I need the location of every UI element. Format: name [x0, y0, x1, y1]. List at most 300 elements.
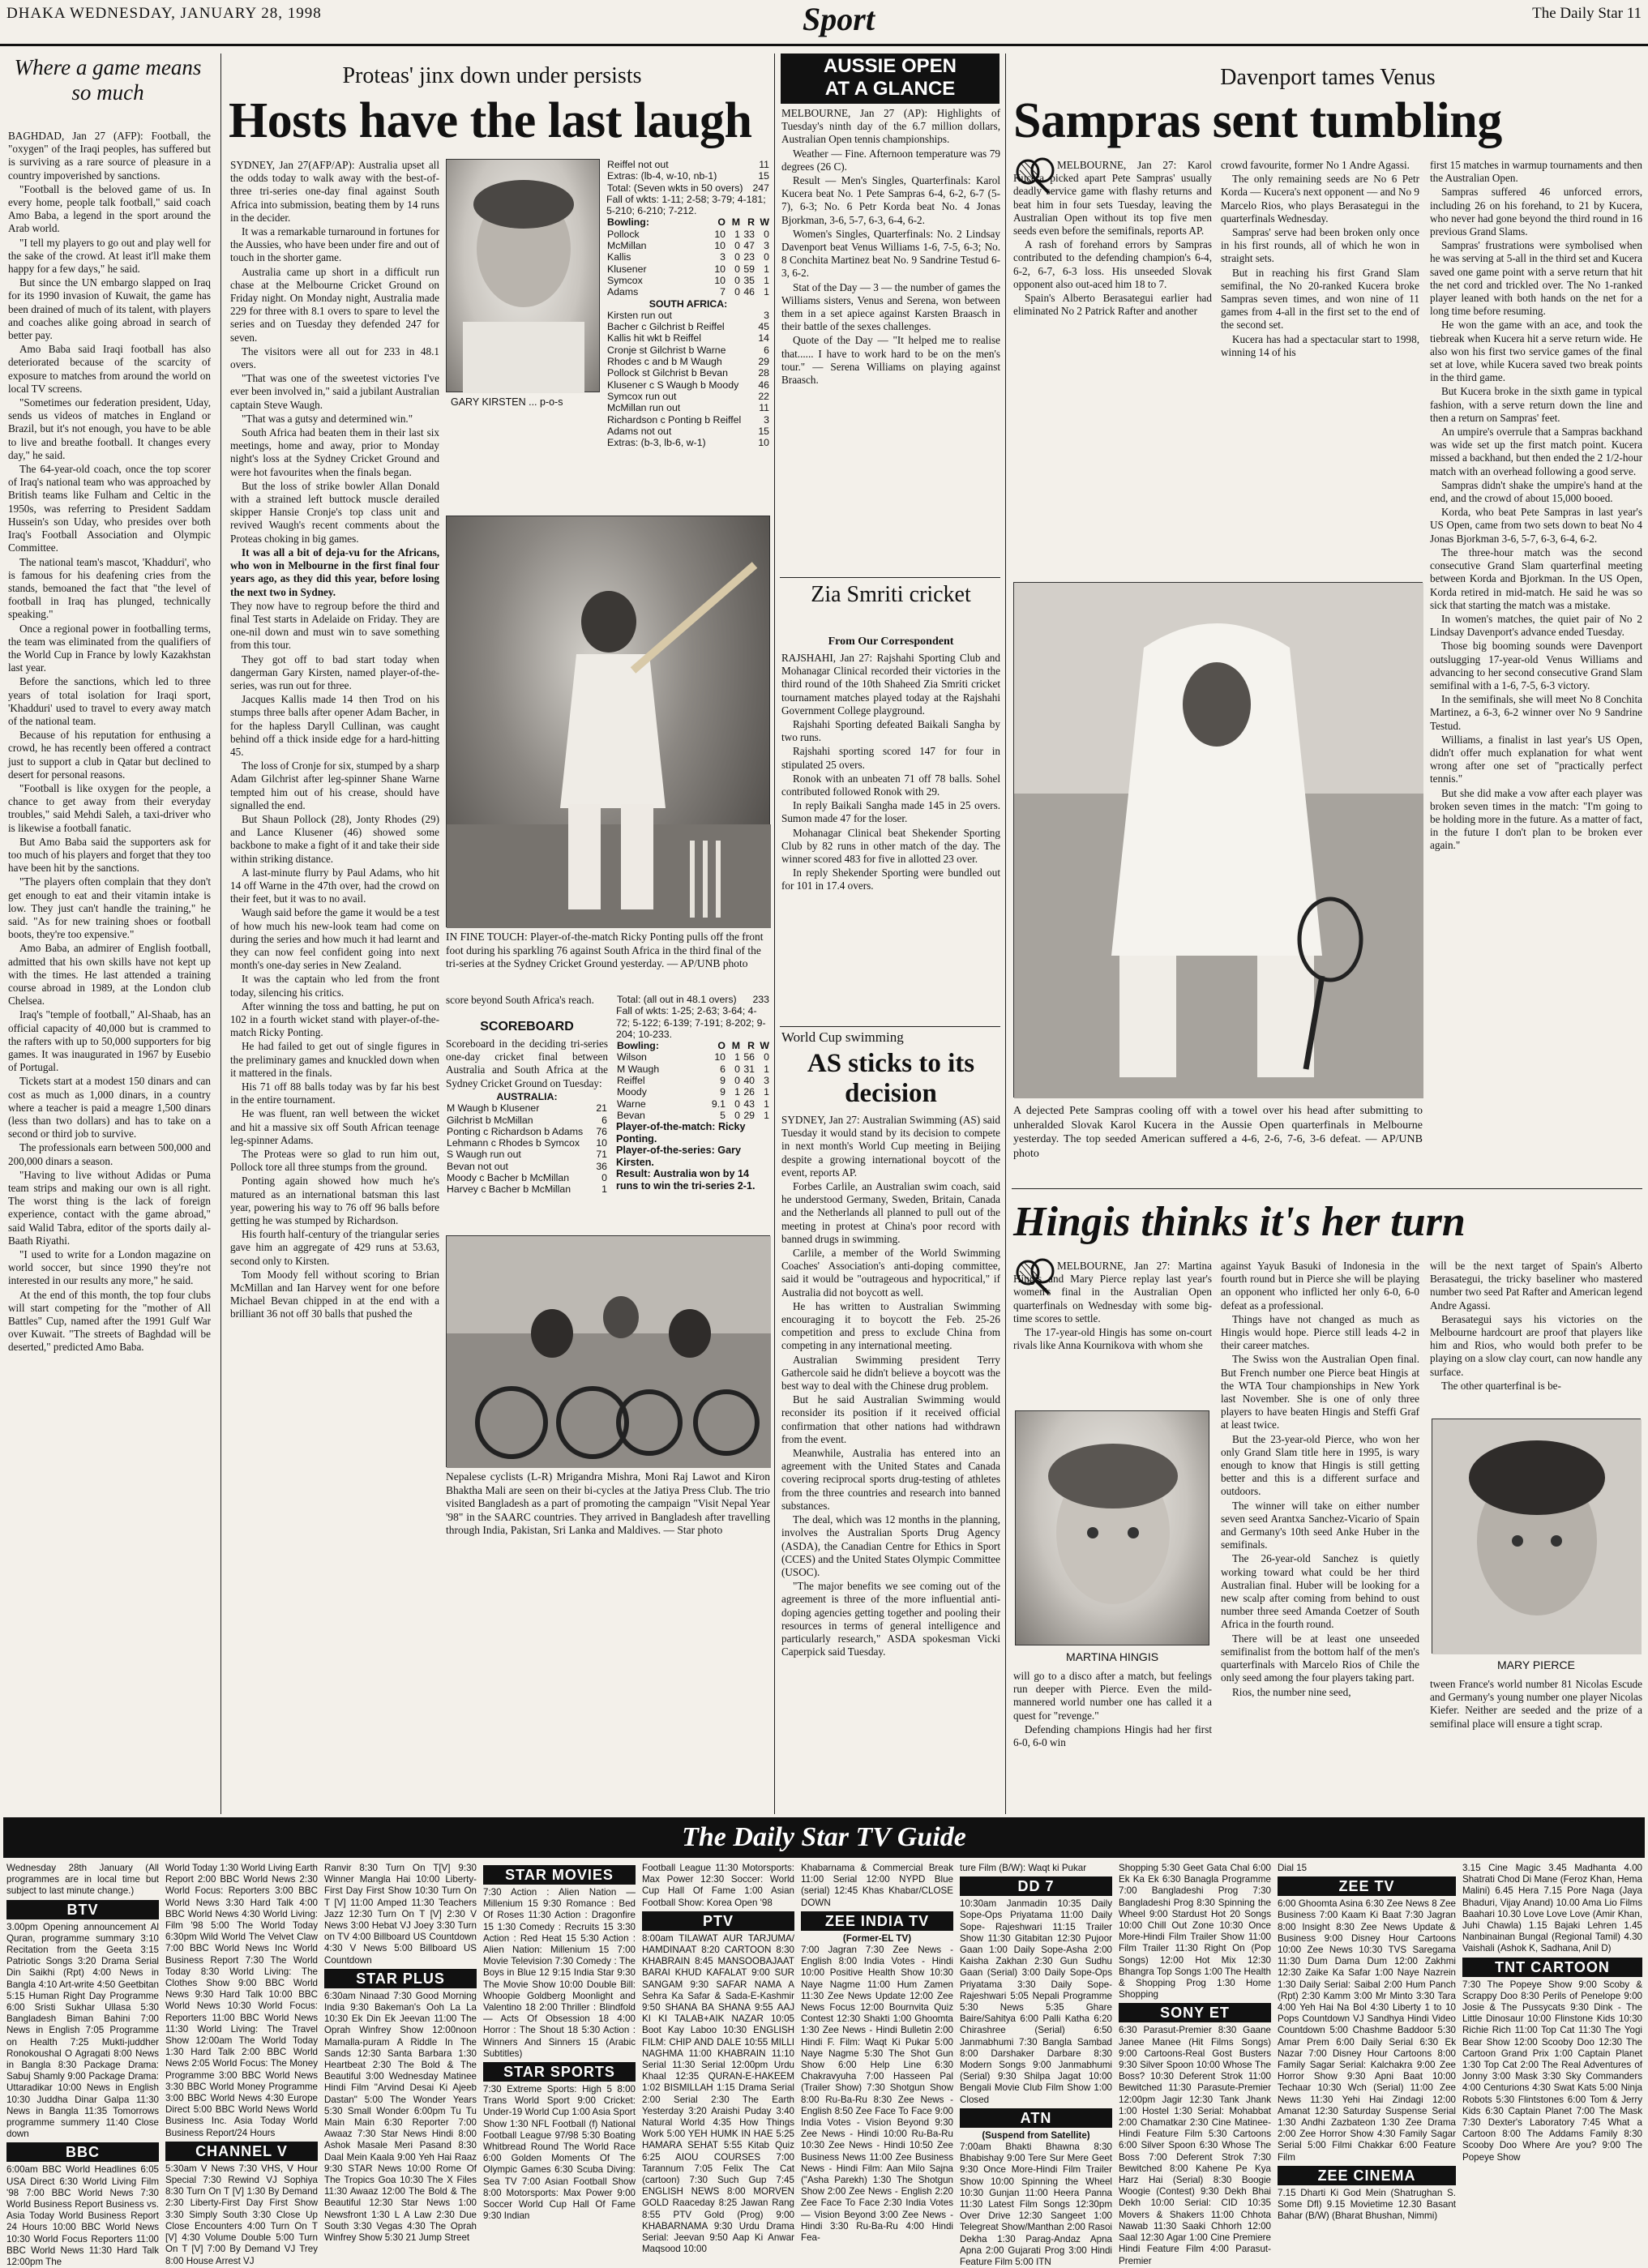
paragraph: Weather — Fine. Afternoon temperature was 79 degrees (26 C). — [781, 147, 1000, 173]
table-cell: McMillan — [607, 240, 647, 252]
paragraph: Korda, who beat Pete Sampras in last year's US Open, came from two sets down to beat No 4 Jonas Bjorkman 3-6, 5-7, 6-3, 6-4, 6-2. — [1430, 506, 1642, 545]
paragraph: He won the game with an ace, and took the tiebreak when Kucera hit a serve return wide. He also won his first two service games of the final set at love, while Kucera saved two break points in the third game. — [1430, 319, 1642, 384]
header-cell: O — [717, 216, 726, 229]
paragraph: "The major benefits we see coming out of the agreement is three of the more influential anti-doping agencies getting together and pooling their resources in terms of general intelligence and particularly research," ASDA spokesman Vicki Caperpick said Tuesday. — [781, 1580, 1000, 1658]
iraq-football-article — [8, 130, 211, 1812]
paragraph: The Proteas were so glad to run him out, Pollock tore all three stumps from the ground. — [230, 1148, 439, 1174]
section-title: Sport — [803, 1, 875, 37]
table-cell: 6 — [764, 344, 769, 356]
paragraph: His fourth half-century of the triangular series gave him an aggregate of 429 runs at 53.63, second only to Kirsten. — [230, 1228, 439, 1267]
paragraph: "Having to live without Adidas or Puma team strips and making our own is all right. The worst thing is the lack of foreign experience, contact with the game abroad," said Walid Tabra, editor of the sports daily al-Baath Riyathi. — [8, 1168, 211, 1247]
hingis-article-col-3 — [1430, 1260, 1642, 1414]
zee-cinema-schedule: 7.15 Dharti Ki God Mein (Shatrughan S. Some Dfl) 9.15 Movietime 12.30 Basant Bahar (B/W) (Bharat Bhushan, Nimmi) — [1278, 2187, 1456, 2222]
table-cell: 0 — [734, 286, 740, 298]
paragraph: A rash of forehand errors by Sampras contributed to the defending champion's 6-4, 6-2, 6-7, 6-3 loss. His unseeded Slovak opponent also out-aced him 18 to 7. — [1013, 238, 1212, 290]
paragraph: Before the sanctions, which led to three years of total isolation for Iraqi sport, 'Khadduri' used to travel to every away match of the national team. — [8, 675, 211, 727]
player-of-match: Player-of-the-match: Ricky Ponting. — [616, 1121, 746, 1145]
table-cell: Moody — [617, 1086, 647, 1098]
table-cell: 9.1 — [711, 1098, 726, 1110]
table-cell: 3 — [764, 413, 769, 426]
paragraph: Jacques Kallis made 14 then Trod on his stumps three balls after opener Adam Bacher, in for the hapless Daryll Cullinan, was caught behind off a thick inside edge for a hard-hitting 45. — [230, 693, 439, 758]
table-row — [446, 1126, 608, 1137]
paragraph: He had failed to get out of single figures in the preliminary games and knuckled down when it mattered in the finals. — [230, 1040, 439, 1079]
table-cell: 0 — [734, 1098, 740, 1110]
hingis-portrait-icon — [1016, 1411, 1210, 1646]
table-cell: Lehmann c Rhodes b Symcox — [447, 1137, 580, 1149]
btv-schedule: 3.00pm Opening announcement Al Quran, programme summary 3:10 Recitation from the Geeta 3:15 Patriotic Songs 3:20 Drama Serial Din Saikhi (Rpt) 4:00 News in Bangla 4:10 Art-write 4:50 Geetbitan 5:15 Human Right Day Programme 6:00 Sristi Sukhar Ullasa 5:30 Bangladesh Biman Bahini 7:00 News in English 7:05 Programme on Health 7:25 Mukti-juddher Ronokoushal O Agragati 8:00 News in Bangla 8:30 Package Drama: Sabuj Shamly 9:00 Package Drama: Uttaradikar 10:00 News in English 10:30 Juddha Dinar Galpa 11:30 News in Bangla 11:35 Tomorrows programme summery 11:40 Close down — [6, 1921, 159, 2140]
btv-label: BTV — [6, 1900, 159, 1919]
table-row — [616, 1086, 770, 1098]
atn-schedule: 7:00am Bhakti Bhawna 8:30 Bhabishay 9:00 Tere Sur Mere Geet 9:30 Once More-Hindi Film Trailer Show 10:00 Spinning the Wheel 10:30 Gunjan 11:00 Heera Panna 11:30 Latest Film Songs 12:30pm Over Drive 12:30 Sangeet 1:00 Telegreat Show/Manthan 2:00 Rasoi Dekha 1:30 Parag-Andaz Apna Apna 2:00 Gujarati Prog 3:00 Hindi Feature Film 5:00 ITN — [960, 2142, 1112, 2268]
table-cell: Richardson c Ponting b Reiffel — [607, 413, 742, 426]
table-row — [606, 379, 770, 391]
table-row — [606, 344, 770, 356]
swimming-headline: AS sticks to its decision — [807, 1049, 975, 1108]
swimming-kicker: World Cup swimming — [781, 1029, 904, 1045]
aus-heading: AUSTRALIA: — [496, 1091, 558, 1102]
table-cell: Reiffel not out — [607, 159, 669, 170]
paragraph: Rajshahi sporting scored 147 for four in stipulated 25 overs. — [781, 745, 1000, 771]
paragraph: In the semifinals, she will meet No 8 Conchita Martinez, a 6-3, 6-2 winner over No 9 Sandrine Testud. — [1430, 693, 1642, 732]
sa-fall-of-wickets: Fall of wkts: 1-11; 2-58; 3-79; 4-181; 5-210; 6-210; 7-212. — [606, 193, 766, 217]
paragraph: Rajshahi Sporting defeated Baikali Sangha by two runs. — [781, 718, 1000, 744]
paragraph: Spain's Alberto Berasategui earlier had eliminated No 2 Patrick Rafter and another — [1013, 292, 1212, 318]
paragraph: "The players often complain that they don't get enough to eat and their vitamin intake is low. They just can't handle the training," he said. "As for new training shoes or football boots, they're too expensive." — [8, 875, 211, 941]
table-cell: 10 — [596, 1137, 607, 1149]
table-cell: 59 — [743, 263, 755, 275]
table-row — [606, 321, 770, 332]
section-rule — [1012, 1188, 1642, 1189]
table-cell: 14 — [758, 332, 769, 344]
ricky-ponting-photo — [446, 516, 770, 927]
table-cell: 71 — [596, 1149, 607, 1161]
paragraph: Carlile, a member of the World Swimming Coaches' Association's anti-doping committee, said it would be "outrageous and hypocritical," if Australia did not boycott as well. — [781, 1247, 1000, 1299]
table-cell: Ponting c Richardson b Adams — [447, 1125, 584, 1137]
table-row — [606, 182, 770, 194]
table-cell: Wilson — [617, 1051, 647, 1063]
atn-schedule-cont: Shopping 5:30 Geet Gata Chal 6:00 Ek Ka Ek 6:30 Banagla Programme 7:00 Bangladeshi Prog 7:30 Bangladeshi Prog 8:30 Spinning the Wheel 9:00 Stardust Hot 20 Songs 10:00 Chill Out Zone 10:30 Once More-Hindi Film Trailer Show 11:00 Film Trailer 11:30 Right On (Pop Songs) 12:00 Hot Mix 12:30 Bhangra Top Songs 1:00 The Health & Shopping Prog 1:30 Home Shopping — [1119, 1863, 1271, 2001]
paragraph: South Africa had beaten them in their last six meetings, home and away, prior to Monday night's loss at the Sydney Cricket Ground and were hot favourites when the finals began. — [230, 426, 439, 478]
paragraph: "Football is like oxygen for the people, a chance to get away from their everyday troubles," said Mehdi Saleh, a taxi-driver who is likewise a football fanatic. — [8, 781, 211, 834]
cyclists-caption: Nepalese cyclists (L-R) Mrigandra Mishra, Moni Raj Lawot and Kiron Bhaktha Mali are seen on their bi-cycles at the Jatiya Press Club. The trio visited Bangladesh as a part of promoting the campaign "Visit Nepal Year '98" in the SAARC countries. They arrived in Bangladesh after travelling through India, Pakistan, Sri Lanka and Maldives. — Star photo — [446, 1470, 770, 1536]
table-cell: 0 — [601, 1172, 607, 1184]
paragraph: The deal, which was 12 months in the planning, involves the Australian Sports Drug Agency (ASDA), the Canadian Centre for Ethics in Sport (CCES) and the United States Olympic Committee (USOC). — [781, 1513, 1000, 1578]
table-cell: Symcox run out — [607, 390, 677, 402]
scoreboard-heading: SCOREBOARD — [480, 1020, 574, 1033]
table-row — [446, 1137, 608, 1149]
paragraph: Quote of the Day — "It helped me to realise that...... I have to work hard to be on the men's tour." — Serena Williams on playing against Braasch. — [781, 334, 1000, 387]
paragraph: crowd favourite, former No 1 Andre Agassi. — [1221, 159, 1410, 171]
table-cell: 11 — [759, 159, 769, 170]
paragraph: They now have to regroup before the third and final Test starts in Adelaide on Friday. They are one-nil down and must win to save something from this tour. — [230, 599, 439, 652]
proteas-article-col-1 — [230, 159, 439, 1812]
star-movies-label: STAR MOVIES — [483, 1865, 636, 1885]
tv-guide-title: The Daily Star TV Guide — [682, 1822, 966, 1852]
tnt-cartoon-schedule: 7:30 The Popeye Show 9:00 Scoby & Scrappy Doo 8:30 Perils of Penelope 9:00 Josie & The Pussycats 9:30 Dink - The Little Dinosaur 10:00 Flinstone Kids 10:30 Richie Rich 11:00 Top Cat 11:30 The Yogi Bear Show 12:00 Scooby Doo 12:30 The Cartoon Grand Prix 1:00 Captain Planet 1:30 Top Cat 2:00 The Real Adventures of Jonny 3:00 Mask 3:30 Sky Commanders 4:00 Centurions 4:30 Swat Kats 5:00 Ninja Robots 5:30 Flintstones 6:00 Tom & Jerry Kids 6:30 Captain Planet 7:00 The Mask 7:30 Dexter's Laboratory 7:45 What a Cartoon 8:00 The Addams Family 8:30 Scooby Doo Where Are you? 9:00 The Popeye Show — [1462, 1979, 1642, 2163]
paragraph: The professionals earn between 500,000 and 200,000 dinars a season. — [8, 1141, 211, 1167]
paragraph: He has written to Australian Swimming encouraging it to boycott the Feb. 25-26 competition and press to exclude China from competing in any international meeting. — [781, 1299, 1000, 1352]
table-cell: 247 — [752, 182, 769, 194]
table-cell: 3 — [764, 309, 769, 321]
paragraph: tween France's world number 81 Nicolas Escude and Germany's young number one player Nicolas Kiefer. Neither are seeded and the prize of a semifinal place will ensure a tight scrap. — [1430, 1678, 1642, 1730]
table-cell: 36 — [596, 1160, 607, 1172]
sa-batting-table — [606, 310, 770, 449]
paragraph: The 64-year-old coach, once the top scorer of Iraq's national team who was approached by British teams like Fulham and Celtic in the 1950s, was referring to President Saddam Hussein's son Uday, who presides over both Iraq's Football Association and Olympic Committee. — [8, 463, 211, 554]
paragraph: But he said Australian Swimming would reconsider its position if it received official confirmation that other nations had withdrawn from the event. — [781, 1393, 1000, 1445]
sampras-article-col-1 — [1013, 159, 1212, 580]
table-row — [606, 159, 770, 170]
hingis-headline: Hingis thinks it's her turn — [1013, 1199, 1466, 1245]
paragraph: The winner will take on either number seven seed Arantxa Sanchez-Vicario of Spain and Germany's 10th seed Anke Huber in the semifinals. — [1221, 1499, 1419, 1551]
table-cell: 15 — [758, 425, 769, 437]
table-cell: 76 — [596, 1125, 607, 1137]
iraq-football-kicker: Where a game means so much — [14, 55, 202, 105]
sampras-caption: A dejected Pete Sampras cooling off with a towel over his head after submitting to unheralded Slovak Karol Kucera in the Aussie Open quarterfinals in Melbourne yesterday. The top seeded American suffered a 4-6, 2-6, 7-6, 3-6 defeat. — AP/UNB photo — [1013, 1105, 1423, 1160]
paragraph: Sampras suffered 46 unforced errors, including 26 on his forehand, to 21 by Kucera, who never had gone beyond the third round in 16 previous Grand Slams. — [1430, 186, 1642, 238]
paragraph: The 17-year-old Hingis has some on-court rivals like Anna Kournikova with whom she — [1013, 1326, 1212, 1352]
table-cell: 0 — [764, 251, 769, 263]
cyclists-icon — [447, 1236, 771, 1468]
bbc-schedule-cont: World Today 1:30 World Living Earth Report 2:00 BBC World News 2:30 World Focus: Reporters 3:00 BBC World News 3:30 Hard Talk 4:00 BBC World News 4:30 World Living: Film '98 5:00 The World Today 6:30pm Wild World The Velvet Claw 7:00 BBC World News Inc World Business Report 7:30 The World Today 8:30 World Living: The Clothes Show 9:00 BBC World News 9:30 Hard Talk 10:00 BBC World News 10:30 World Focus: Reporters 11:00 BBC World News 11:30 World Living: The Travel Show 12:00am The World Today 1:30 Hard Talk 2:00 BBC World News 2:05 World Focus: The Money Programme 3:00 BBC World News 3:30 BBC World Money Programme 3:00 BBC World News 4:30 Europe Direct 5:00 BBC World News World Business Inc. Asia Today World Business Report/24 Hours — [165, 1863, 318, 2138]
mary-pierce-photo — [1432, 1419, 1641, 1654]
paragraph: At the end of this month, the top four clubs will start competing for the "mother of All Battles" Cup, named after the 1991 Gulf War over Kuwait. "The streets of Baghdad will be deserted," predicted Amo Baba. — [8, 1288, 211, 1354]
table-cell: Rhodes c and b M Waugh — [607, 356, 722, 368]
table-cell: Pollock — [607, 228, 640, 240]
table-cell: 29 — [743, 1109, 755, 1121]
table-row — [606, 437, 770, 448]
tv-guide-banner — [3, 1817, 1645, 1858]
table-cell: Kirsten run out — [607, 309, 672, 321]
sampras-headline: Sampras sent tumbling — [1013, 93, 1502, 148]
table-cell: 35 — [743, 274, 755, 286]
paragraph: Sampras didn't shake the umpire's hand at the end, and the crowd of about 15,000 booed. — [1430, 478, 1642, 505]
match-result: Result: Australia won by 14 runs to win the tri-series 2-1. — [616, 1168, 756, 1192]
player-of-series: Player-of-the-series: Gary Kirsten. — [616, 1145, 741, 1168]
paragraph: Rios, the number nine seed, — [1232, 1685, 1351, 1698]
table-cell: 1 — [764, 1063, 769, 1075]
paragraph: But in reaching his first Grand Slam semifinal, the No 20-ranked Kucera broke Sampras seven times, and won nine of 11 games from 4-all in the first set to the end of the second set. — [1221, 266, 1419, 332]
paragraph: The national team's mascot, 'Khadduri', who is famous for his deafening cries from the stands, bemoaned the fact that "the level of football in Iraq has plunged, technically speaking." — [8, 555, 211, 621]
aus-bowling-table — [616, 1040, 770, 1121]
tv-col-1 — [6, 1863, 159, 2268]
paragraph: Once a regional power in footballing terms, the team was eliminated from the qualifiers of the World Cup in France by lowly Kazakhstan last year. — [8, 622, 211, 674]
table-cell: M Waugh — [617, 1063, 660, 1075]
paragraph: Things have not changed as much as Hingis would hope. Pierce still leads 4-2 in their career matches. — [1221, 1312, 1419, 1352]
table-cell: 10 — [714, 1051, 726, 1063]
paragraph: But Kucera broke in the sixth game in typical fashion, with a serve return down the line and then a return on Sampras' feet. — [1430, 385, 1642, 424]
paragraph: will go to a disco after a match, but feelings run deeper with Pierce. Even the mild-mannered world number one has called it a quest for "revenge." — [1013, 1670, 1212, 1722]
table-row — [606, 286, 770, 297]
paragraph: Tickets start at a modest 150 dinars and can cost as much as 1,000 dinars, in a country where a teacher is paid a meagre 1,500 dinars (less than two dollars) and has to take on a second or third job to survive. — [8, 1075, 211, 1140]
aus-total-table — [616, 994, 770, 1005]
aus-bowling-block — [616, 994, 770, 1230]
tv-col-9 — [1278, 1863, 1456, 2224]
star-plus-schedule: 6:30am Ninaad 7:30 Good Morning India 9:30 Bakeman's Ooh La La 10:30 Ek Din Ek Jeevan 11:00 The Oprah Winfrey Show 12:00noon Mamalla-puram A Riddle In The Sands 12:30 Santa Barbara 1:30 Heartbeat 2:30 The Bold & The Beautiful 3:00 Wednesday Matinee Hindi Film "Arvind Desai Ki Ajeeb Dastan" 5:00 The Wonder Years 5:30 Small Wonder 6:00pm Tu Tu Main Main 6:30 Reporter 7:00 Awaaz 7:30 Star News Hindi 8:00 Ashok Masale Meri Pasand 8:30 Daal Mein Kaala 9:00 Yeh Hai Raaz 9:30 STAR News 10:00 Rome Of The Tropics Goa 10:30 The X Files 11:30 Awaaz 12:00 The Bold & The Beautiful 12:30 Star News 1:00 Newsfront 1:30 L A Law 2:30 Due South 3:30 Vegas 4:30 The Oprah Winfrey Show 5:30 21 Jump Street — [324, 1990, 477, 2244]
table-cell: 10 — [714, 240, 726, 252]
paragraph: Forbes Carlile, an Australian swim coach, said he understood Germany, Sweden, Britain, Canada and the Netherlands all planned to pull out of the meeting in protest at China's poor record with banned drugs in swimming. — [781, 1180, 1000, 1245]
bbc-schedule: 6:00am BBC World Headlines 6:05 USA Direct 6:30 World Living Film '98 7:00 BBC World News 7:30 World Business Report Business vs. Asia Today World Business Report 24 Hours 10:00 BBC World News 10:30 World Focus Reporters 11:00 BBC World News 11:30 Hard Talk 12:00pm The — [6, 2164, 159, 2268]
table-row — [606, 332, 770, 344]
table-cell: Bacher c Gilchrist b Reiffel — [607, 321, 725, 333]
zia-smriti-byline: From Our Correspondent — [828, 635, 954, 648]
paragraph: In reply Shekender Sporting were bundled out for 101 in 17.4 overs. — [781, 867, 1000, 892]
bowling-header-row — [616, 1040, 770, 1051]
tv-col-7 — [960, 1863, 1112, 2268]
swimming-article — [781, 1114, 1000, 1814]
header-cell: W — [760, 216, 769, 229]
paragraph: He was fluent, ran well between the wicket and hit a massive six off South African teenage leg-spinner Adams. — [230, 1107, 439, 1146]
aus-batting-table — [446, 1102, 608, 1195]
table-cell: 26 — [743, 1086, 755, 1098]
aus-total-label: Total: (all out in 48.1 overs) — [617, 994, 737, 1005]
table-cell: 0 — [764, 228, 769, 240]
star-sports-label: STAR SPORTS — [483, 2062, 636, 2082]
paragraph: Meanwhile, Australia has entered into an agreement with the United States and Canada covering reciprocal sports drug-testing of athletes from the three countries and research into banned substances. — [781, 1447, 1000, 1512]
table-row — [616, 1075, 770, 1086]
paragraph: It was all a bit of deja-vu for the Africans, who won in Melbourne in the first final four years ago, as they did this year, before losing the next two in Sydney. — [230, 546, 439, 598]
zee-cinema-schedule-cont: 3.15 Cine Magic 3.45 Madhanta 4.00 Shatrati Chod Di Mane (Feroz Khan, Hema Malini) 6.45 Hera 7.15 Pore Naga (Jaya Bhaduri, Vijay Anand) 10.00 Ama Lio Films Baahari 10.30 Love Love Love (Amir Khan, Juhi Chawla) 1.15 Bajaki Lehren 1.45 Nanbinainan Bungal (Regional Tamil) 4.30 Vaishali (Ashok K, Sadhana, Anil D) — [1462, 1863, 1642, 1954]
aus-total-value: 233 — [752, 994, 769, 1005]
table-cell: 40 — [743, 1075, 755, 1087]
channel-v-schedule: 5:30am V News 7:30 VHS, V Hour Special 7:30 Rewind VJ Sophiya 8:30 Turn On T [V] 1:30 By Demand 2:30 Liberty-First Day First Show 3:30 Simply South 3:30 Close Up Close Encounters 4:00 Turn On T [V] 4:30 Volume Double 5:00 Turn On T [V] 7:00 By Demand VJ Trey 8:00 House Arrest VJ — [165, 2163, 318, 2266]
paragraph: Waugh said before the game it would be a test of how much his new-look team had come on during the series and how much it had learnt and they can now feel confident going into next month's one-day series in New Zealand. — [230, 906, 439, 972]
paragraph: "Football is the beloved game of us. In every home, people talk football," said coach Amo Baba, a legend in the sport around the Arab world. — [8, 182, 211, 235]
sony-et-label: SONY ET — [1119, 2003, 1271, 2022]
paragraph: Kucera has had a spectacular start to 1998, winning 14 of his — [1221, 332, 1419, 358]
table-cell: 9 — [720, 1086, 726, 1098]
table-cell: Bevan — [617, 1109, 645, 1121]
paragraph: Tom Moody fell without scoring to Brian McMillan and Ian Harvey went for one before Michael Bevan chipped in at the end with a brilliant 36 not off 30 balls that pushed the — [230, 1268, 439, 1320]
table-cell: 7 — [720, 286, 726, 298]
paragraph: It was a remarkable turnaround in fortunes for the Aussies, who have been under fire and out of touch in the shorter game. — [230, 225, 439, 264]
channel-v-label: CHANNEL V — [165, 2142, 318, 2161]
paragraph: Sampras' frustrations were symbolised when he was serving at 5-all in the third set and Kucera saved one game point with a serve return that hit the net cord and trickled over. The No 1-ranked player leaned with both hands on the net for a long time before resuming. — [1430, 239, 1642, 318]
masthead-rule — [0, 44, 1648, 46]
section-rule — [780, 1026, 1000, 1027]
table-cell: 3 — [720, 251, 726, 263]
paragraph: Defending champions Hingis had her first 6-0, 6-0 win — [1013, 1722, 1212, 1749]
header-cell: M — [731, 1040, 740, 1052]
paragraph: Amo Baba, an admirer of English football, admitted that his own skills have not kept up with the times. He last attended a training course abroad in 1989, at the London club Chelsea. — [8, 942, 211, 1008]
atn-sub: (Suspend from Satellite) — [982, 2129, 1090, 2141]
table-row — [446, 1183, 608, 1195]
table-cell: 0 — [734, 240, 740, 252]
paragraph: The visitors were all out for 233 in 48.1 overs. — [230, 344, 439, 371]
martina-hingis-caption: MARTINA HINGIS — [1065, 1650, 1159, 1663]
table-cell: Symcox — [607, 274, 643, 286]
paragraph: SYDNEY, Jan 27(AFP/AP): Australia upset all the odds today to walk away with the best-of-three tri-series one-day final against South Africa into submission, beating them by 14 runs in the decider. — [230, 159, 439, 224]
table-cell: S Waugh run out — [447, 1149, 521, 1161]
table-row — [606, 275, 770, 286]
table-cell: 23 — [743, 251, 755, 263]
table-cell: Kallis — [607, 251, 631, 263]
paragraph: The 26-year-old Sanchez is quietly working toward what could be her third Australian final. Huber will be looking for a new scalp after coming from behind to oust number three seed Amanda Coetzer of South Africa in the fourth round. — [1221, 1552, 1419, 1631]
paragraph: They got off to bad start today when dangerman Gary Kirsten, named player-of-the-series, was run out for three. — [230, 653, 439, 691]
paragraph: MELBOURNE, Jan 27: Karol Kucera picked apart Pete Sampras' usually deadly service game with flashy returns and beat him in four sets Tuesday, leaving the Australian Open without its top five men seeds even before the semifinals, reports AP. — [1013, 159, 1212, 237]
sa-bowling-table — [606, 216, 770, 297]
table-row — [446, 1115, 608, 1126]
table-cell: Kallis hit wkt b Reiffel — [607, 332, 701, 344]
dd7-schedule: 10:30am Janmadin 10:35 Daily Sope-Ops Priyatama 11:00 Daily Sope- Rajeshwari 11:15 Trailer Show 11:30 Gitabitan 12:30 Pujoor Gaan 1:00 Daily Sope-Asha 2:00 Kaisha Zakhan 2:30 Gun Sudhu Gaan (Serial) 3:00 Daily Sope-Ops Priyatama 3:30 Daily Sope-Rajeshwari 5:05 Nepali Programme 5:30 News 5:35 Ghare Baire/Sahitya 6:00 Palli Katha 6:20 Chirashree (Serial) 6:50 Janmabhumi 7:30 Bangla Sambad 8:00 Darshaker Darbare 8:30 Modern Songs 9:00 Janmabhumi (Serial) 9:30 Shilpa Jagat 10:00 Bengali Movie Club Film Show 1:00 Closed — [960, 1898, 1112, 2105]
sampras-kicker: Davenport tames Venus — [1220, 65, 1436, 90]
table-cell: Extras: (b-3, lb-6, w-1) — [607, 437, 706, 449]
sony-et-schedule-cont: Dial 15 — [1278, 1863, 1308, 1873]
paragraph: The loss of Cronje for six, stumped by a sharp Adam Gilchrist after leg-spinner Shane Warne tempted him out of his crease, should have signalled the end. — [230, 760, 439, 811]
table-cell: 31 — [743, 1063, 755, 1075]
sa-scoreboard-top — [606, 159, 770, 516]
table-cell: 1 — [764, 286, 769, 298]
aus-scoreboard — [446, 1091, 608, 1227]
table-cell: 0 — [734, 251, 740, 263]
ptv-schedule-cont: Khabarnama & Commercial Break 11:00 Serial 12:00 NYPD Blue (serial) 12:45 Khas Khabar/CLOSE DOWN — [801, 1863, 953, 1908]
kirsten-caption: GARY KIRSTEN ... p-o-s — [451, 396, 563, 408]
header-cell: R — [747, 1040, 755, 1052]
table-cell: 47 — [743, 240, 755, 252]
paragraph: Australia came up short in a difficult run chase at the Melbourne Cricket Ground on Friday night. On Monday night, Australia made 229 for three with 8.1 overs to spare to level the series and on Tuesday they defended 247 for seven. — [230, 265, 439, 344]
paragraph: A last-minute flurry by Paul Adams, who hit 14 off Warne in the 47th over, had the crowd on their feet, but it was to no avail. — [230, 866, 439, 905]
zee-india-label: ZEE INDIA TV — [801, 1911, 953, 1931]
tv-intro: Wednesday 28th January (All programmes are in local time but subject to last minute change.) — [6, 1863, 159, 1897]
hingis-article-col-3b — [1430, 1678, 1642, 1812]
table-row — [606, 240, 770, 251]
ponting-caption: IN FINE TOUCH: Player-of-the-match Ricky Ponting pulls off the front foot during his sparkling 76 against South Africa in the third final of the tri-series at the Sydney Cricket Ground yesterday. — AP/UNB photo — [446, 931, 764, 969]
table-cell: 0 — [734, 1075, 740, 1087]
tv-col-3 — [324, 1863, 477, 2244]
paragraph: But she did make a vow after each player was broken seven times in the match: "I'm going to be holding more in the future. As a matter of fact, in the future I don't plan to be broken ever again." — [1430, 786, 1642, 852]
paragraph: Iraq's "temple of football," Al-Shaab, has an official capacity of 40,000 but is crammed to the rafters with up to 50,000 supporters for big games. It was inaugurated in 1967 by Eusebio of Portugal. — [8, 1008, 211, 1074]
table-cell: 22 — [758, 390, 769, 402]
badge-line-1: AUSSIE OPEN — [823, 55, 957, 77]
paragraph: The only remaining seeds are No 6 Petr Korda — Kucera's next opponent — and No 9 Marcelo Rios, who plays Berasategui in the quarterfinals Wednesday. — [1221, 173, 1419, 225]
zee-india-schedule: 7:00 Jagran 7:30 Zee News - English 8:00 India Votes - Hindi 10:00 Positive Health Show 10:30 Naye Nagme 11:00 Hum Zamen 11:30 Zee News Update 12:00 Zee News Focus 12:00 Bournvita Quiz Contest 12:30 Shakti 1:00 Ghoomta 1:30 Zee News - Hindi Bulletin 2:00 Hindi F. Film: Waqt Ki Pukar 5:00 Naye Nagme 5:30 The Shot Gun Show 6:00 Help Line 6:30 Chakravyuha 7:00 Hasseen Pal (Trailer Show) 7:30 Shotgun Show 8:00 Ru-Ba-Ru 8:30 Zee News - English 8:50 Zee Face To Face 9:00 India Votes - Vision Beyond 9:30 Zee News - Hindi 10:00 Ru-Ba-Ru 10:30 Zee News - Hindi 10:50 Zee Business News 11:00 Zee Business News - Hindi Film: Aan Milo Sajna ("Asha Parekh) 1:30 The Shotgun Show 2:00 Zee News - English 2:20 Zee Face To Face 2:30 India Votes — Vision Beyond 3:00 Zee News - Hindi 3:30 Ru-Ba-Ru 4:00 Hindi Fea- — [801, 1945, 953, 2244]
column-rule — [1005, 53, 1006, 1814]
paragraph: There will be at least one unseeded semifinalist from the bottom half of the men's quarterfinals with Marcelo Rios of Chile the only seed among the four players taking part. — [1221, 1632, 1419, 1684]
aussie-open-glance-article — [781, 107, 1000, 574]
table-cell: 10 — [714, 274, 726, 286]
paragraph: Stat of the Day — 3 — the number of games the Williams sisters, Venus and Serena, won between them in a set apiece against Karsten Braasch in their battle of the sexes challenges. — [781, 280, 1000, 333]
mary-pierce-caption: MARY PIERCE — [1497, 1658, 1575, 1671]
table-cell: Adams — [607, 286, 639, 298]
table-cell: 1 — [764, 263, 769, 275]
sampras-article-col-2 — [1221, 159, 1419, 580]
paragraph: Women's Singles, Quarterfinals: No. 2 Lindsay Davenport beat Venus Williams 1-6, 7-5, 6-3; No. 8 Conchita Martinez beat No. 9 Sandrine Testud 6-3, 6-2. — [781, 227, 1000, 280]
sa-extras-table — [606, 159, 770, 194]
masthead — [0, 0, 1648, 49]
table-cell: Cronje st Gilchrist b Warne — [607, 344, 726, 356]
header-cell: M — [731, 216, 740, 229]
table-row — [606, 229, 770, 240]
table-cell: Adams not out — [607, 425, 672, 437]
table-row — [446, 1149, 608, 1160]
paragraph: Australian Swimming president Terry Gathercole said he didn't believe a boycott was the best way to deal with the Chinese drug problem. — [781, 1353, 1000, 1393]
table-row — [616, 1110, 770, 1121]
paragraph: In reply Baikali Sangha made 145 in 25 overs. Sumon made 47 for the loser. — [781, 799, 1000, 825]
pierce-portrait-icon — [1432, 1419, 1642, 1654]
zia-smriti-headline: Zia Smriti cricket — [811, 582, 971, 607]
zee-india-sub: (Former-EL TV) — [842, 1932, 912, 1944]
table-row — [606, 414, 770, 426]
paragraph: Result — Men's Singles, Quarterfinals: Karol Kucera beat No. 1 Pete Sampras 6-4, 6-2, 6-7 (5-7), 6-3; No. 6 Petr Korda beat No. 4 Jonas Bjorkman, 3-6, 5-7, 6-3, 6-4, 6-2. — [781, 174, 1000, 226]
tv-col-4 — [483, 1863, 636, 2224]
paragraph: "Sometimes our federation president, Uday, sends us videos of matches in England or Brazil, but it's not enough, you have to be able to live and breathe football. It changes every day," he said. — [8, 396, 211, 461]
table-row — [446, 1172, 608, 1183]
table-row — [606, 310, 770, 321]
table-row — [606, 402, 770, 413]
table-cell: 0 — [764, 1051, 769, 1063]
table-row — [616, 1098, 770, 1110]
paragraph: will be the next target of Spain's Alberto Berasategui, the tricky baseliner who mastered number two seed Pat Rafter and American legend Andre Agassi. — [1430, 1260, 1642, 1312]
table-row — [606, 426, 770, 437]
table-cell: Harvey c Bacher b McMillan — [447, 1183, 571, 1196]
table-cell: 3 — [764, 240, 769, 252]
table-cell: 46 — [743, 286, 755, 298]
table-cell: 21 — [596, 1102, 607, 1115]
paragraph: "I tell my players to go out and play well for the sake of the crowd. At least it'll make them happy for a few days," he said. — [8, 236, 211, 276]
paragraph: score beyond South Africa's reach. — [446, 994, 594, 1006]
paragraph: But the loss of strike bowler Allan Donald with a strained left buttock muscle derailed skipper Hansie Cronje's top class unit and revived Waugh's recent comments about the Proteas choking in big games. — [230, 479, 439, 545]
table-row — [446, 1102, 608, 1114]
table-cell: 1 — [734, 1086, 740, 1098]
aussie-open-badge — [781, 53, 1000, 104]
table-cell: M Waugh b Klusener — [447, 1102, 540, 1115]
table-cell: 1 — [764, 1109, 769, 1121]
table-cell: 9 — [720, 1075, 726, 1087]
tv-col-6 — [801, 1863, 953, 2244]
table-cell: Warne — [617, 1098, 646, 1110]
table-cell: Pollock st Gilchrist b Bevan — [607, 367, 728, 379]
badge-line-2: AT A GLANCE — [824, 78, 956, 100]
batsman-silhouette-icon — [447, 516, 771, 928]
sampras-towel-icon — [1014, 583, 1423, 1098]
table-cell: 46 — [758, 379, 769, 391]
dateline: DHAKA WEDNESDAY, JANUARY 28, 1998 — [6, 5, 322, 22]
kirsten-portrait-icon — [447, 160, 601, 393]
header-cell: W — [760, 1040, 769, 1052]
table-cell: 10 — [714, 263, 726, 275]
table-cell: 29 — [758, 356, 769, 368]
paragraph: But the 23-year-old Pierce, who won her only Grand Slam title here in 1995, is wary enough to know that Hingis is still getting better and this is a different surface and outdoors. — [1221, 1432, 1419, 1498]
paragraph: But Shaun Pollock (28), Jonty Rhodes (29) and Lance Klusener (46) showed some backbone to make a fight of it and take their side within striking distance. — [230, 812, 439, 865]
tv-col-5 — [642, 1863, 794, 2255]
table-cell: 15 — [758, 170, 769, 182]
hingis-article-col-1 — [1013, 1260, 1212, 1406]
paragraph: The other quarterfinal is be- — [1441, 1379, 1561, 1392]
table-cell: McMillan run out — [607, 402, 681, 414]
paragraph: against Yayuk Basuki of Indonesia in the fourth round but in Pierce she will be playing an opponent who inflicted her only 6-0, 6-0 defeat as a professional. — [1221, 1260, 1419, 1312]
table-row — [606, 251, 770, 263]
nepalese-cyclists-photo — [446, 1235, 770, 1467]
table-row — [606, 391, 770, 402]
table-cell: 0 — [734, 1063, 740, 1075]
table-cell: 10 — [714, 228, 726, 240]
tnt-cartoon-label: TNT CARTOON — [1462, 1958, 1642, 1977]
paragraph: His 71 off 88 balls today was by far his best in the entire tournament. — [230, 1081, 439, 1106]
star-sports-schedule-cont: Football League 11:30 Motorsports: Max Power 12:30 Soccer: World Cup Hall Of Fame 1:00 Asian Football Show: Korea Open '98 — [642, 1863, 794, 1908]
paragraph: Berasategui says his victories on the Melbourne hardcourt are proof that players like him and Rios, who would both prefer to be playing on a slow clay court, can now handle any surface. — [1430, 1312, 1642, 1378]
table-cell: Gilchrist b McMillan — [447, 1114, 533, 1126]
table-row — [606, 367, 770, 379]
table-row — [606, 170, 770, 182]
paragraph: Ponting again showed how much he's matured as an international batsman this last year, powering his way to 76 off 96 balls before getting he was stumped by Richardson. — [230, 1175, 439, 1227]
table-cell: Reiffel — [617, 1075, 645, 1087]
column-rule — [774, 53, 775, 1814]
ptv-label: PTV — [642, 1911, 794, 1931]
zia-smriti-article — [781, 652, 1000, 1025]
paragraph: Those big booming sounds were Davenport outslugging 17-year-old Venus Williams and advancing to her second consecutive Grand Slam semifinal with a 1-6, 7-5, 6-3 victory. — [1430, 640, 1642, 691]
table-cell: 43 — [743, 1098, 755, 1110]
dd7-label: DD 7 — [960, 1876, 1112, 1896]
paragraph: MELBOURNE, Jan 27: Martina Hingis and Mary Pierce replay last year's women's final in the Australian Open quarterfinals on Wednesday with some big-time scores to settle. — [1013, 1260, 1212, 1324]
